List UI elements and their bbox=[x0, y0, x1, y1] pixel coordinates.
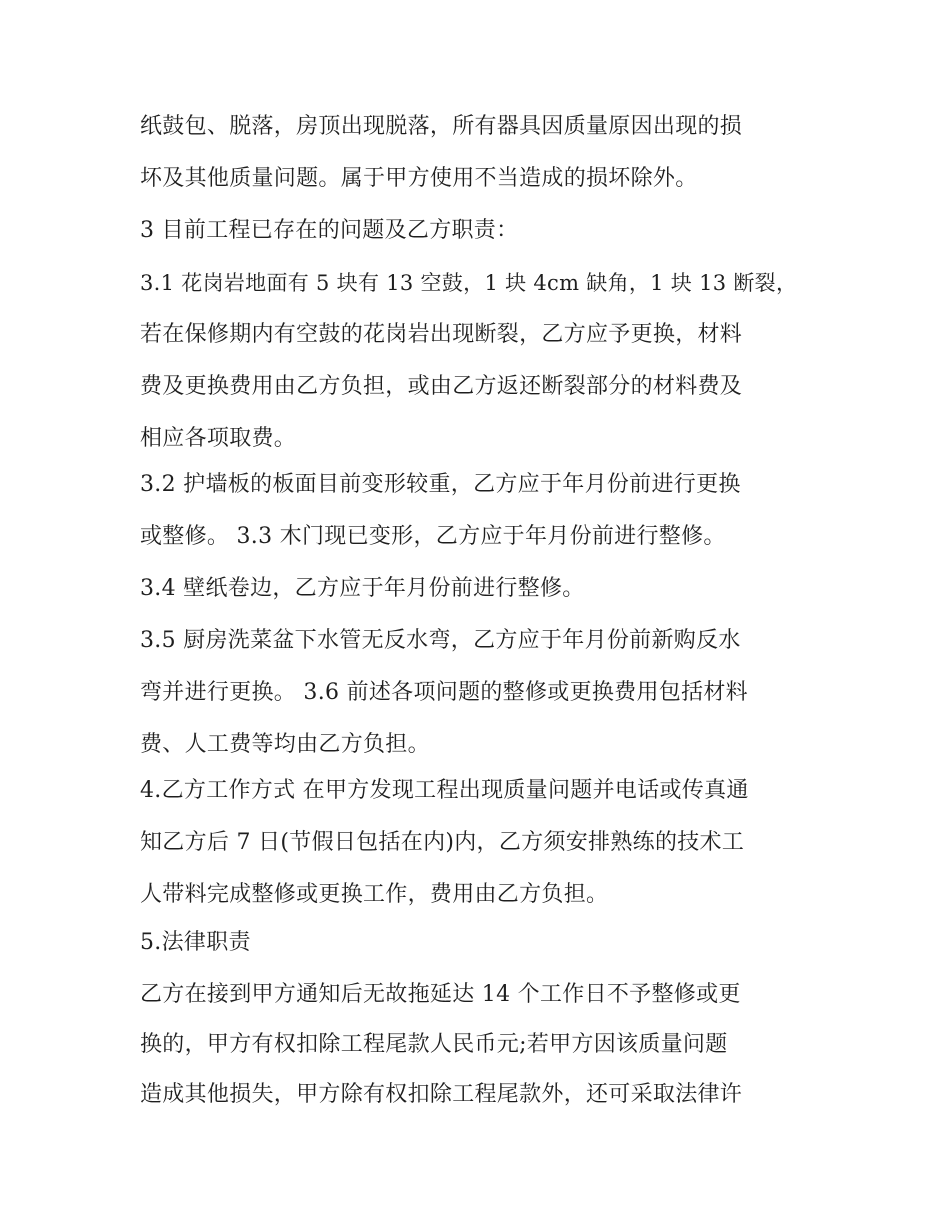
text-line: 坏及其他质量问题。属于甲方使用不当造成的损坏除外。 bbox=[140, 166, 698, 191]
section-heading: 3 目前工程已存在的问题及乙方职责： bbox=[140, 218, 519, 243]
text-line: 费、人工费等均由乙方负担。 bbox=[140, 732, 430, 757]
text-line: 若在保修期内有空鼓的花岗岩出现断裂，乙方应予更换，材料 bbox=[140, 322, 743, 347]
text-line: 弯并进行更换。 3.6 前述各项问题的整修或更换费用包括材料 bbox=[140, 680, 748, 705]
text-line: 3.4 壁纸卷边，乙方应于年月份前进行整修。 bbox=[140, 576, 585, 601]
text-line: 换的，甲方有权扣除工程尾款人民币元;若甲方因该质量问题 bbox=[140, 1032, 728, 1057]
text-line: 乙方在接到甲方通知后无故拖延达 14 个工作日不予整修或更 bbox=[140, 982, 741, 1007]
text-line: 3.2 护墙板的板面目前变形较重，乙方应于年月份前进行更换 bbox=[140, 472, 741, 497]
text-line: 或整修。 3.3 木门现已变形，乙方应于年月份前进行整修。 bbox=[140, 524, 726, 549]
section-heading: 5.法律职责 bbox=[140, 930, 251, 955]
text-line: 纸鼓包、脱落，房顶出现脱落，所有器具因质量原因出现的损 bbox=[140, 114, 743, 139]
text-line: 造成其他损失，甲方除有权扣除工程尾款外，还可采取法律许 bbox=[140, 1082, 743, 1107]
text-line: 相应各项取费。 bbox=[140, 426, 297, 451]
text-line: 4.乙方工作方式 在甲方发现工程出现质量问题并电话或传真通 bbox=[140, 778, 749, 803]
text-line: 知乙方后 7 日(节假日包括在内)内，乙方须安排熟练的技术工 bbox=[140, 830, 745, 855]
text-line: 费及更换费用由乙方负担，或由乙方返还断裂部分的材料费及 bbox=[140, 374, 743, 399]
text-line: 人带料完成整修或更换工作，费用由乙方负担。 bbox=[140, 882, 609, 907]
text-line: 3.1 花岗岩地面有 5 块有 13 空鼓，1 块 4cm 缺角，1 块 13 断裂， bbox=[140, 271, 798, 295]
text-line: 3.5 厨房洗菜盆下水管无反水弯，乙方应于年月份前新购反水 bbox=[140, 628, 741, 653]
